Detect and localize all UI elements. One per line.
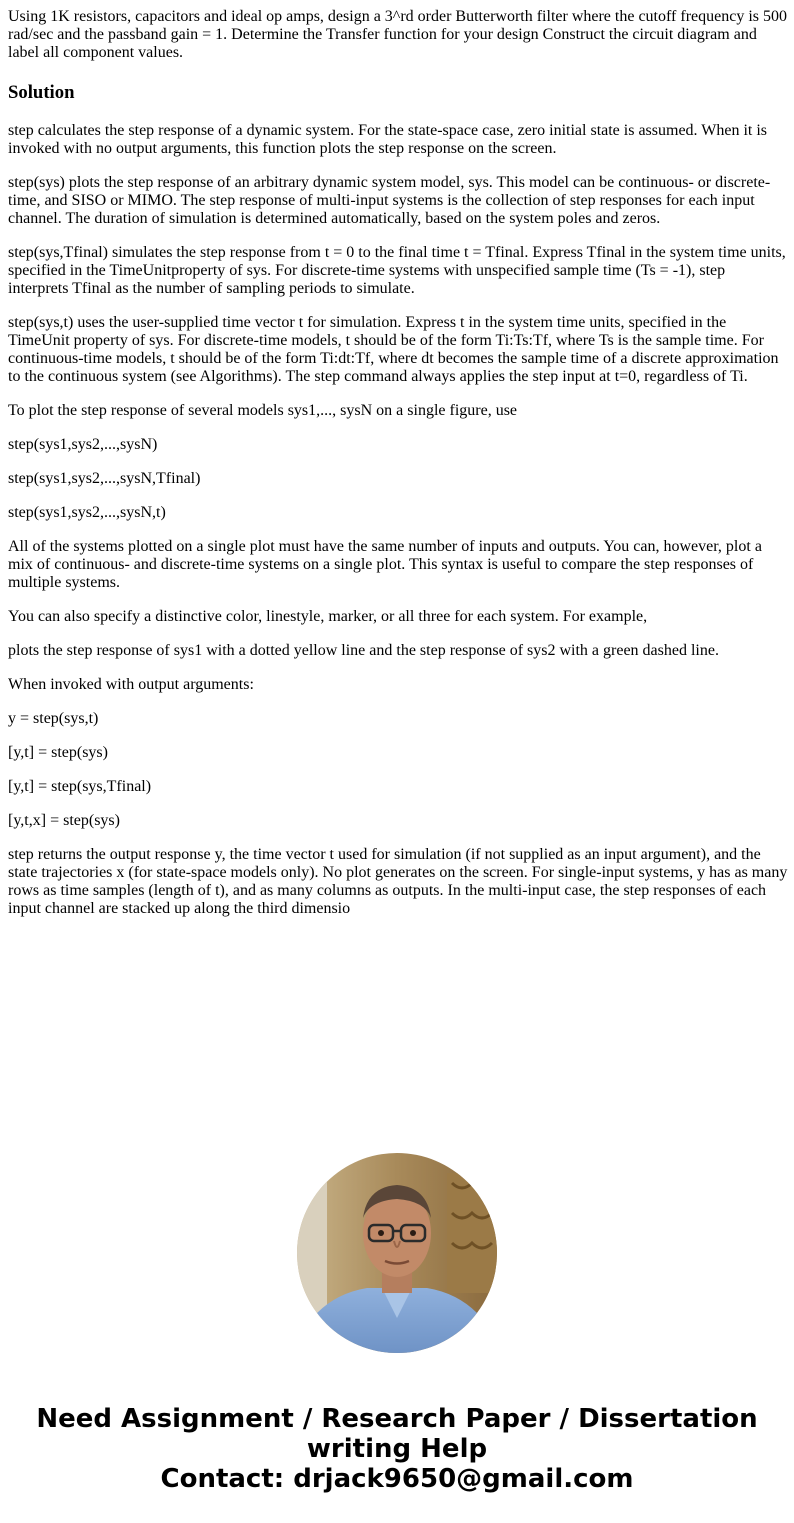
- code-line: [y,t] = step(sys): [8, 744, 108, 761]
- code-line: step(sys1,sys2,...,sysN,t): [8, 504, 166, 521]
- code-line: [y,t,x] = step(sys): [8, 812, 120, 829]
- code-line: [y,t] = step(sys,Tfinal): [8, 778, 152, 795]
- promo-contact: Contact: drjack9650@gmail.com: [160, 1464, 634, 1494]
- promo-line: Need Assignment / Research Paper / Dissertation: [36, 1404, 758, 1434]
- paragraph: All of the systems plotted on a single plot must have the same number of inputs and outputs. You can, however, plot a mix of continuous- and discrete-time systems on a single plot. This syntax is useful to compare the step responses of multiple systems.: [8, 538, 762, 591]
- paragraph: To plot the step response of several models sys1,..., sysN on a single figure, use: [8, 402, 518, 419]
- code-line: step(sys1,sys2,...,sysN): [8, 436, 158, 453]
- paragraph: plots the step response of sys1 with a dotted yellow line and the step response of sys2 with a green dashed line.: [8, 642, 719, 659]
- paragraph: step(sys,t) uses the user-supplied time vector t for simulation. Express t in the system time units, specified in the TimeUnit property of sys. For discrete-time models, t should be of the form Ti:Ts:Tf, where Ts is the sample time. For continuous-time models, t should be of the form Ti:dt:Tf, where dt becomes the sample time of a discrete approximation to the continuous system (see Algorithms). The step command always applies the step input at t=0, regardless of Ti.: [8, 314, 779, 385]
- promo-line: writing Help: [306, 1434, 488, 1464]
- promo-banner: [0, 1404, 794, 1494]
- tutor-avatar: [297, 1153, 497, 1353]
- question-text: Using 1K resistors, capacitors and ideal op amps, design a 3^rd order Butterworth filter where the cutoff frequency is 500 rad/sec and the passband gain = 1. Determine the Transfer function for your design Construct the circuit diagram and label all component values.: [8, 8, 787, 61]
- code-line: step(sys1,sys2,...,sysN,Tfinal): [8, 470, 201, 487]
- solution-heading: Solution: [8, 82, 75, 103]
- paragraph: step(sys,Tfinal) simulates the step response from t = 0 to the final time t = Tfinal. Express Tfinal in the system time units, specified in the TimeUnitproperty of sys. For discrete-time systems with unspecified sample time (Ts = -1), step interprets Tfinal as the number of sampling periods to simulate.: [8, 244, 786, 297]
- paragraph: step returns the output response y, the time vector t used for simulation (if not supplied as an input argument), and the state trajectories x (for state-space models only). No plot generates on the screen. For single-input systems, y has as many rows as time samples (length of t), and as many columns as outputs. In the multi-input case, the step responses of each input channel are stacked up along the third dimensio: [8, 846, 788, 917]
- paragraph: step calculates the step response of a dynamic system. For the state-space case, zero initial state is assumed. When it is invoked with no output arguments, this function plots the step response on the screen.: [8, 122, 768, 157]
- tutor-portrait-image: [297, 1153, 497, 1353]
- document-body: [8, 0, 788, 934]
- paragraph: You can also specify a distinctive color, linestyle, marker, or all three for each system. For example,: [8, 608, 648, 625]
- paragraph: When invoked with output arguments:: [8, 676, 254, 693]
- paragraph: step(sys) plots the step response of an arbitrary dynamic system model, sys. This model can be continuous- or discrete-time, and SISO or MIMO. The step response of multi-input systems is the collection of step responses for each input channel. The duration of simulation is determined automatically, based on the system poles and zeros.: [8, 174, 771, 227]
- code-line: y = step(sys,t): [8, 710, 99, 727]
